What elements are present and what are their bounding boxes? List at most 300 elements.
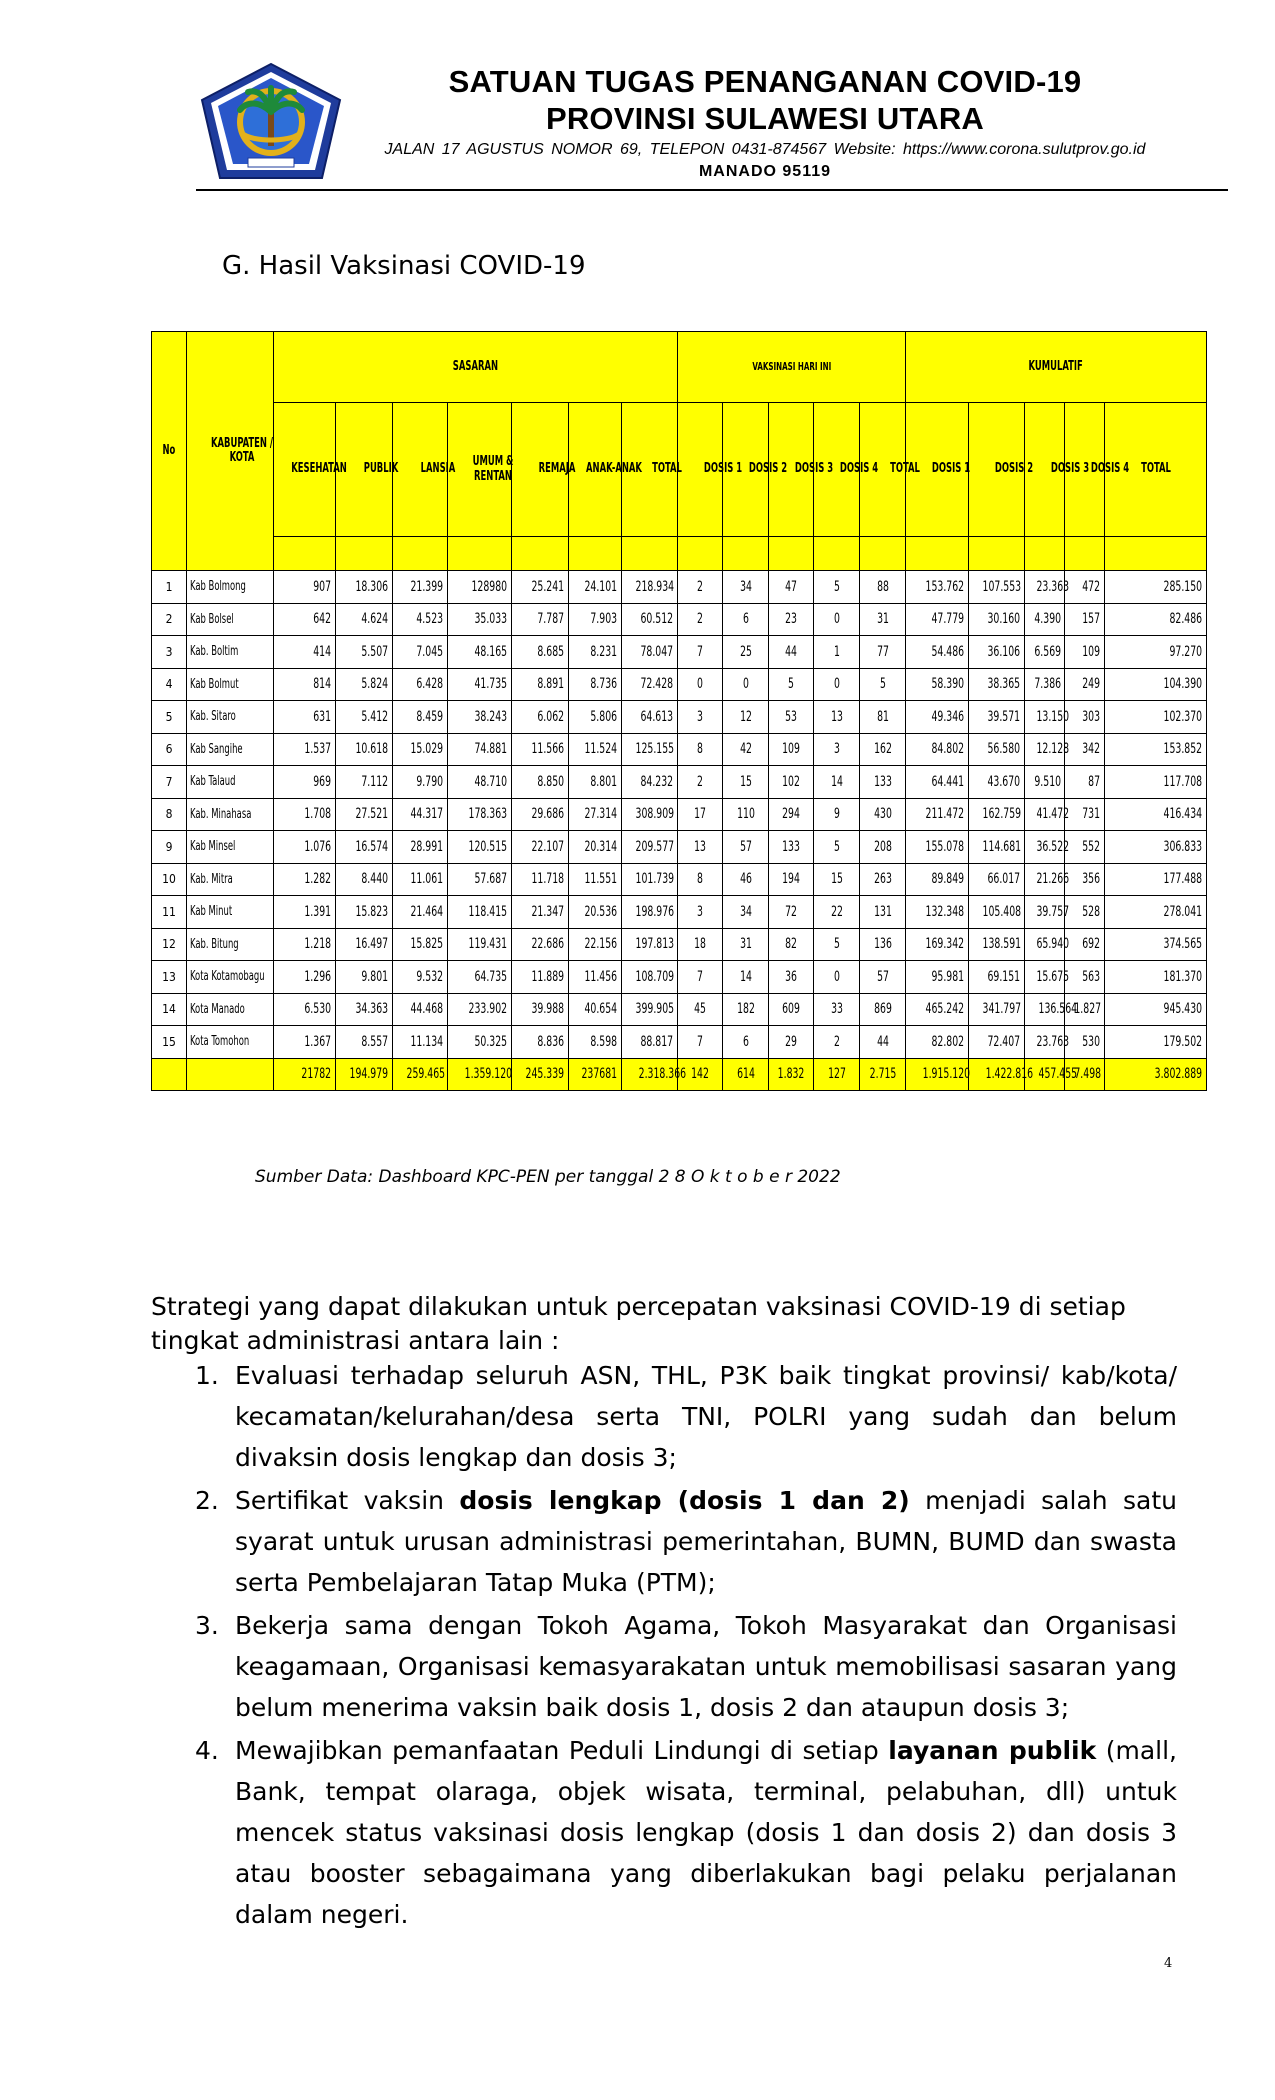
cell-value: 74.881 xyxy=(448,733,512,766)
cell-value: 0 xyxy=(723,668,769,701)
cell-value: 87 xyxy=(1065,766,1105,799)
strategy-intro: Strategi yang dapat dilakukan untuk percepatan vaksinasi COVID-19 di setiap tingkat administrasi antara lain : xyxy=(151,1292,1126,1356)
cell-value: 15 xyxy=(723,766,769,799)
cell-value: 11.566 xyxy=(512,733,569,766)
cell-value: 5 xyxy=(814,831,860,864)
header-sasaran-col: ANAK-ANAK xyxy=(569,403,622,537)
cell-no: 9 xyxy=(152,831,187,864)
cell-value: 11.456 xyxy=(569,961,622,994)
cell-value: 57 xyxy=(860,961,906,994)
cell-region: Kab Minsel xyxy=(187,831,274,864)
cell-value: 57 xyxy=(723,831,769,864)
cell-value: 27.314 xyxy=(569,798,622,831)
cell-value: 54.486 xyxy=(906,636,969,669)
table-row xyxy=(152,766,1207,799)
cell-value: 48.165 xyxy=(448,636,512,669)
cell-region: Kota Kotamobagu xyxy=(187,961,274,994)
cell-value: 16.497 xyxy=(336,928,393,961)
cell-region: Kab Talaud xyxy=(187,766,274,799)
cell-value: 7.112 xyxy=(336,766,393,799)
cell-value: 6.428 xyxy=(393,668,448,701)
strategy-item-number: 2. xyxy=(195,1486,219,1515)
strategy-item-text: Bekerja sama dengan Tokoh Agama, Tokoh Masyarakat dan Organisasi keagamaan, Organisasi kemasyarakatan untuk memobilisasi sasaran yang belum menerima vaksin baik dosis 1, dosis 2 dan ataupun dosis 3; xyxy=(235,1611,1177,1722)
cell-value: 49.346 xyxy=(906,701,969,734)
cell-value: 64.613 xyxy=(622,701,678,734)
cell-no: 4 xyxy=(152,668,187,701)
cell-value: 1.537 xyxy=(274,733,336,766)
header-sasaran-col: TOTAL xyxy=(622,403,678,537)
cell-value: 36.106 xyxy=(969,636,1025,669)
header-sasaran-col: KESEHATAN xyxy=(274,403,336,537)
cell-value: 1.367 xyxy=(274,1026,336,1059)
cell-value: 15.825 xyxy=(393,928,448,961)
vaccination-table xyxy=(151,331,1207,1091)
header-group-sasaran: SASARAN xyxy=(274,332,678,403)
cell-value: 294 xyxy=(769,798,814,831)
cell-value: 1.708 xyxy=(274,798,336,831)
page-number: 4 xyxy=(1164,1956,1173,1971)
cell-value: 105.408 xyxy=(969,896,1025,929)
cell-value: 56.580 xyxy=(969,733,1025,766)
strategy-item xyxy=(195,1730,1177,1935)
cell-value: 8.850 xyxy=(512,766,569,799)
cell-value: 38.243 xyxy=(448,701,512,734)
cell-value: 182 xyxy=(723,993,769,1026)
cell-value: 22.156 xyxy=(569,928,622,961)
table-row xyxy=(152,798,1207,831)
cell-value: 179.502 xyxy=(1105,1026,1207,1059)
cell-value: 15.675 xyxy=(1025,961,1065,994)
cell-total: 127 xyxy=(814,1058,860,1091)
header-blank-cell xyxy=(512,537,569,571)
cell-value: 8.557 xyxy=(336,1026,393,1059)
cell-value: 157 xyxy=(1065,603,1105,636)
cell-no: 12 xyxy=(152,928,187,961)
cell-value: 3 xyxy=(814,733,860,766)
cell-value: 20.536 xyxy=(569,896,622,929)
cell-value: 177.488 xyxy=(1105,863,1207,896)
header-sasaran-col: LANSIA xyxy=(393,403,448,537)
cell-value: 11.524 xyxy=(569,733,622,766)
cell-value: 30.160 xyxy=(969,603,1025,636)
cell-value: 6 xyxy=(723,1026,769,1059)
cell-value: 7.386 xyxy=(1025,668,1065,701)
cell-value: 416.434 xyxy=(1105,798,1207,831)
cell-value: 78.047 xyxy=(622,636,678,669)
cell-value: 43.670 xyxy=(969,766,1025,799)
cell-value: 15.823 xyxy=(336,896,393,929)
cell-value: 101.739 xyxy=(622,863,678,896)
cell-value: 104.390 xyxy=(1105,668,1207,701)
cell-no: 10 xyxy=(152,863,187,896)
cell-no: 1 xyxy=(152,571,187,604)
header-blank-cell xyxy=(678,537,723,571)
table-row xyxy=(152,993,1207,1026)
cell-value: 342 xyxy=(1065,733,1105,766)
cell-value: 120.515 xyxy=(448,831,512,864)
cell-value: 110 xyxy=(723,798,769,831)
cell-value: 107.553 xyxy=(969,571,1025,604)
cell-value: 303 xyxy=(1065,701,1105,734)
cell-value: 7.903 xyxy=(569,603,622,636)
cell-total: 1.359.120 xyxy=(448,1058,512,1091)
cell-no: 2 xyxy=(152,603,187,636)
provincial-emblem-icon xyxy=(198,62,344,182)
cell-value: 22 xyxy=(814,896,860,929)
header-blank-cell xyxy=(906,537,969,571)
cell-value: 197.813 xyxy=(622,928,678,961)
cell-value: 36 xyxy=(769,961,814,994)
header-kumulatif-col: DOSIS 4 xyxy=(1065,403,1105,537)
cell-value: 814 xyxy=(274,668,336,701)
cell-value: 169.342 xyxy=(906,928,969,961)
cell-value: 47 xyxy=(769,571,814,604)
cell-region: Kab Bolsel xyxy=(187,603,274,636)
cell-value: 88.817 xyxy=(622,1026,678,1059)
strategy-item-emphasis: layanan publik xyxy=(888,1736,1097,1765)
header-hari-ini-col: DOSIS 3 xyxy=(769,403,814,537)
cell-value: 20.314 xyxy=(569,831,622,864)
cell-value: 5 xyxy=(769,668,814,701)
cell-value: 1.076 xyxy=(274,831,336,864)
cell-value: 14 xyxy=(814,766,860,799)
cell-value: 6.062 xyxy=(512,701,569,734)
cell-value: 28.991 xyxy=(393,831,448,864)
cell-value: 25.241 xyxy=(512,571,569,604)
cell-total: 614 xyxy=(723,1058,769,1091)
cell-value: 4.523 xyxy=(393,603,448,636)
cell-region: Kab. Boltim xyxy=(187,636,274,669)
section-heading: G. Hasil Vaksinasi COVID-19 xyxy=(222,251,586,281)
cell-total: 457.455 xyxy=(1025,1058,1065,1091)
cell-value: 2 xyxy=(814,1026,860,1059)
table-row xyxy=(152,701,1207,734)
cell-value: 31 xyxy=(860,603,906,636)
data-source-note: Sumber Data: Dashboard KPC-PEN per tanggal 2 8 O k t o b e r 2022 xyxy=(255,1167,841,1187)
cell-value: 5.824 xyxy=(336,668,393,701)
cell-total-blank xyxy=(152,1058,187,1091)
strategy-item-text-end: (mall, Bank, tempat olaraga, objek wisata, terminal, pelabuhan, dll) untuk mencek status vaksinasi dosis lengkap (dosis 1 dan dosis 2) dan dosis 3 atau booster sebagaimana yang diberlakukan bagi pelaku perjalanan dalam negeri. xyxy=(235,1736,1177,1929)
cell-value: 109 xyxy=(1065,636,1105,669)
cell-value: 12 xyxy=(723,701,769,734)
cell-value: 399.905 xyxy=(622,993,678,1026)
cell-value: 8.685 xyxy=(512,636,569,669)
table-row xyxy=(152,961,1207,994)
cell-value: 33 xyxy=(814,993,860,1026)
cell-value: 136.564 xyxy=(1025,993,1065,1026)
cell-value: 89.849 xyxy=(906,863,969,896)
cell-total: 21782 xyxy=(274,1058,336,1091)
letterhead-subtitle: PROVINSI SULAWESI UTARA xyxy=(545,101,985,136)
cell-value: 472 xyxy=(1065,571,1105,604)
cell-region: Kab Minut xyxy=(187,896,274,929)
cell-value: 24.101 xyxy=(569,571,622,604)
table-row xyxy=(152,571,1207,604)
cell-value: 48.710 xyxy=(448,766,512,799)
cell-value: 10.618 xyxy=(336,733,393,766)
cell-value: 131 xyxy=(860,896,906,929)
cell-value: 23 xyxy=(769,603,814,636)
cell-value: 7.045 xyxy=(393,636,448,669)
cell-value: 162.759 xyxy=(969,798,1025,831)
letterhead-address: JALAN 17 AGUSTUS NOMOR 69, TELEPON 0431-874567 Website: https://www.corona.sulutprov.go.id xyxy=(384,141,1146,158)
cell-value: 29.686 xyxy=(512,798,569,831)
header-kumulatif-col: DOSIS 1 xyxy=(906,403,969,537)
header-blank-cell xyxy=(393,537,448,571)
cell-value: 209.577 xyxy=(622,831,678,864)
letterhead-title: SATUAN TUGAS PENANGANAN COVID-19 xyxy=(448,64,1082,99)
cell-value: 13 xyxy=(814,701,860,734)
cell-value: 233.902 xyxy=(448,993,512,1026)
strategy-item-text: Sertifikat vaksin xyxy=(235,1486,460,1515)
cell-value: 13.150 xyxy=(1025,701,1065,734)
strategy-item-text: Mewajibkan pemanfaatan Peduli Lindungi di setiap xyxy=(235,1736,889,1765)
cell-value: 65.940 xyxy=(1025,928,1065,961)
cell-value: 374.565 xyxy=(1105,928,1207,961)
cell-value: 5 xyxy=(814,928,860,961)
header-sasaran-col: REMAJA xyxy=(512,403,569,537)
cell-value: 2 xyxy=(678,766,723,799)
cell-value: 552 xyxy=(1065,831,1105,864)
cell-no: 15 xyxy=(152,1026,187,1059)
header-kumulatif-col: DOSIS 2 xyxy=(969,403,1025,537)
cell-value: 57.687 xyxy=(448,863,512,896)
header-blank-cell xyxy=(814,537,860,571)
cell-value: 12.128 xyxy=(1025,733,1065,766)
cell-value: 7.787 xyxy=(512,603,569,636)
header-group-kumulatif: KUMULATIF xyxy=(906,332,1207,403)
cell-value: 306.833 xyxy=(1105,831,1207,864)
cell-value: 39.571 xyxy=(969,701,1025,734)
cell-value: 178.363 xyxy=(448,798,512,831)
cell-total: 3.802.889 xyxy=(1105,1058,1207,1091)
cell-value: 356 xyxy=(1065,863,1105,896)
cell-value: 9.801 xyxy=(336,961,393,994)
cell-value: 5.507 xyxy=(336,636,393,669)
cell-value: 308.909 xyxy=(622,798,678,831)
cell-value: 84.802 xyxy=(906,733,969,766)
cell-value: 136 xyxy=(860,928,906,961)
header-kumulatif-col: TOTAL xyxy=(1105,403,1207,537)
cell-value: 64.735 xyxy=(448,961,512,994)
table-row xyxy=(152,863,1207,896)
cell-region: Kota Tomohon xyxy=(187,1026,274,1059)
cell-value: 21.347 xyxy=(512,896,569,929)
cell-value: 198.976 xyxy=(622,896,678,929)
cell-value: 118.415 xyxy=(448,896,512,929)
cell-value: 44 xyxy=(860,1026,906,1059)
cell-value: 4.624 xyxy=(336,603,393,636)
cell-value: 133 xyxy=(860,766,906,799)
header-blank-cell xyxy=(336,537,393,571)
cell-region: Kota Manado xyxy=(187,993,274,1026)
cell-value: 46 xyxy=(723,863,769,896)
cell-value: 21.399 xyxy=(393,571,448,604)
cell-value: 1.218 xyxy=(274,928,336,961)
header-blank-cell xyxy=(274,537,336,571)
cell-value: 82.802 xyxy=(906,1026,969,1059)
cell-no: 7 xyxy=(152,766,187,799)
cell-value: 4.390 xyxy=(1025,603,1065,636)
cell-value: 95.981 xyxy=(906,961,969,994)
cell-value: 108.709 xyxy=(622,961,678,994)
header-blank-cell xyxy=(723,537,769,571)
cell-value: 692 xyxy=(1065,928,1105,961)
cell-value: 8 xyxy=(678,863,723,896)
cell-value: 162 xyxy=(860,733,906,766)
letterhead-city: MANADO 95119 xyxy=(698,163,832,180)
cell-value: 81 xyxy=(860,701,906,734)
cell-value: 72 xyxy=(769,896,814,929)
cell-value: 969 xyxy=(274,766,336,799)
cell-value: 128980 xyxy=(448,571,512,604)
cell-value: 2 xyxy=(678,571,723,604)
cell-value: 155.078 xyxy=(906,831,969,864)
cell-value: 341.797 xyxy=(969,993,1025,1026)
table-row xyxy=(152,831,1207,864)
strategy-item-number: 4. xyxy=(195,1736,219,1765)
cell-value: 1 xyxy=(814,636,860,669)
letterhead-divider xyxy=(196,189,1228,191)
cell-value: 631 xyxy=(274,701,336,734)
cell-value: 869 xyxy=(860,993,906,1026)
cell-value: 45 xyxy=(678,993,723,1026)
cell-value: 414 xyxy=(274,636,336,669)
header-blank-cell xyxy=(1025,537,1065,571)
cell-no: 6 xyxy=(152,733,187,766)
cell-total: 1.422.816 xyxy=(969,1058,1025,1091)
cell-value: 609 xyxy=(769,993,814,1026)
cell-value: 8.836 xyxy=(512,1026,569,1059)
cell-value: 0 xyxy=(814,668,860,701)
cell-value: 34 xyxy=(723,571,769,604)
cell-value: 39.988 xyxy=(512,993,569,1026)
strategy-list xyxy=(195,1355,1177,1937)
cell-value: 27.521 xyxy=(336,798,393,831)
cell-value: 72.428 xyxy=(622,668,678,701)
cell-value: 88 xyxy=(860,571,906,604)
cell-value: 8.736 xyxy=(569,668,622,701)
cell-value: 50.325 xyxy=(448,1026,512,1059)
cell-no: 3 xyxy=(152,636,187,669)
cell-value: 84.232 xyxy=(622,766,678,799)
cell-value: 7 xyxy=(678,961,723,994)
cell-value: 5.806 xyxy=(569,701,622,734)
cell-total: 7.498 xyxy=(1065,1058,1105,1091)
header-region: KABUPATEN / KOTA xyxy=(187,332,274,571)
cell-value: 14 xyxy=(723,961,769,994)
cell-value: 34.363 xyxy=(336,993,393,1026)
header-blank-cell xyxy=(1065,537,1105,571)
header-group-hari-ini: VAKSINASI HARI INI xyxy=(678,332,906,403)
cell-value: 53 xyxy=(769,701,814,734)
cell-value: 64.441 xyxy=(906,766,969,799)
table-row xyxy=(152,603,1207,636)
cell-value: 23.363 xyxy=(1025,571,1065,604)
cell-value: 8 xyxy=(678,733,723,766)
cell-region: Kab Sangihe xyxy=(187,733,274,766)
cell-value: 15 xyxy=(814,863,860,896)
cell-value: 208 xyxy=(860,831,906,864)
cell-value: 97.270 xyxy=(1105,636,1207,669)
cell-region: Kab. Minahasa xyxy=(187,798,274,831)
cell-value: 22.107 xyxy=(512,831,569,864)
header-blank-cell xyxy=(860,537,906,571)
cell-value: 36.522 xyxy=(1025,831,1065,864)
cell-total: 1.915.120 xyxy=(906,1058,969,1091)
cell-value: 9.510 xyxy=(1025,766,1065,799)
cell-total: 2.318.366 xyxy=(622,1058,678,1091)
cell-value: 1.391 xyxy=(274,896,336,929)
cell-no: 5 xyxy=(152,701,187,734)
cell-value: 530 xyxy=(1065,1026,1105,1059)
cell-value: 7 xyxy=(678,636,723,669)
cell-value: 528 xyxy=(1065,896,1105,929)
cell-value: 102.370 xyxy=(1105,701,1207,734)
cell-value: 8.459 xyxy=(393,701,448,734)
cell-value: 285.150 xyxy=(1105,571,1207,604)
header-blank-cell xyxy=(622,537,678,571)
cell-value: 38.365 xyxy=(969,668,1025,701)
cell-value: 44 xyxy=(769,636,814,669)
table-row xyxy=(152,928,1207,961)
cell-region: Kab. Mitra xyxy=(187,863,274,896)
strategy-item-text-end: menjadi salah satu syarat untuk urusan administrasi pemerintahan, BUMN, BUMD dan swasta serta Pembelajaran Tatap Muka (PTM); xyxy=(235,1486,1177,1597)
header-blank-cell xyxy=(769,537,814,571)
cell-value: 13 xyxy=(678,831,723,864)
cell-total: 2.715 xyxy=(860,1058,906,1091)
cell-value: 8.891 xyxy=(512,668,569,701)
cell-value: 21.266 xyxy=(1025,863,1065,896)
cell-value: 21.464 xyxy=(393,896,448,929)
header-hari-ini-col: DOSIS 1 xyxy=(678,403,723,537)
cell-value: 6 xyxy=(723,603,769,636)
cell-value: 153.852 xyxy=(1105,733,1207,766)
cell-no: 14 xyxy=(152,993,187,1026)
cell-value: 9.532 xyxy=(393,961,448,994)
cell-value: 563 xyxy=(1065,961,1105,994)
cell-value: 945.430 xyxy=(1105,993,1207,1026)
cell-value: 133 xyxy=(769,831,814,864)
cell-value: 11.718 xyxy=(512,863,569,896)
cell-value: 77 xyxy=(860,636,906,669)
cell-value: 211.472 xyxy=(906,798,969,831)
cell-value: 39.757 xyxy=(1025,896,1065,929)
cell-value: 31 xyxy=(723,928,769,961)
cell-value: 125.155 xyxy=(622,733,678,766)
cell-value: 69.151 xyxy=(969,961,1025,994)
cell-value: 132.348 xyxy=(906,896,969,929)
cell-value: 731 xyxy=(1065,798,1105,831)
cell-total: 237681 xyxy=(569,1058,622,1091)
cell-value: 9.790 xyxy=(393,766,448,799)
cell-value: 430 xyxy=(860,798,906,831)
cell-no: 13 xyxy=(152,961,187,994)
cell-value: 3 xyxy=(678,896,723,929)
cell-value: 0 xyxy=(814,603,860,636)
cell-value: 11.551 xyxy=(569,863,622,896)
cell-value: 263 xyxy=(860,863,906,896)
cell-value: 218.934 xyxy=(622,571,678,604)
cell-value: 1.296 xyxy=(274,961,336,994)
cell-value: 41.735 xyxy=(448,668,512,701)
cell-value: 15.029 xyxy=(393,733,448,766)
table-row xyxy=(152,1026,1207,1059)
cell-total: 245.339 xyxy=(512,1058,569,1091)
cell-value: 25 xyxy=(723,636,769,669)
cell-value: 11.061 xyxy=(393,863,448,896)
cell-value: 60.512 xyxy=(622,603,678,636)
